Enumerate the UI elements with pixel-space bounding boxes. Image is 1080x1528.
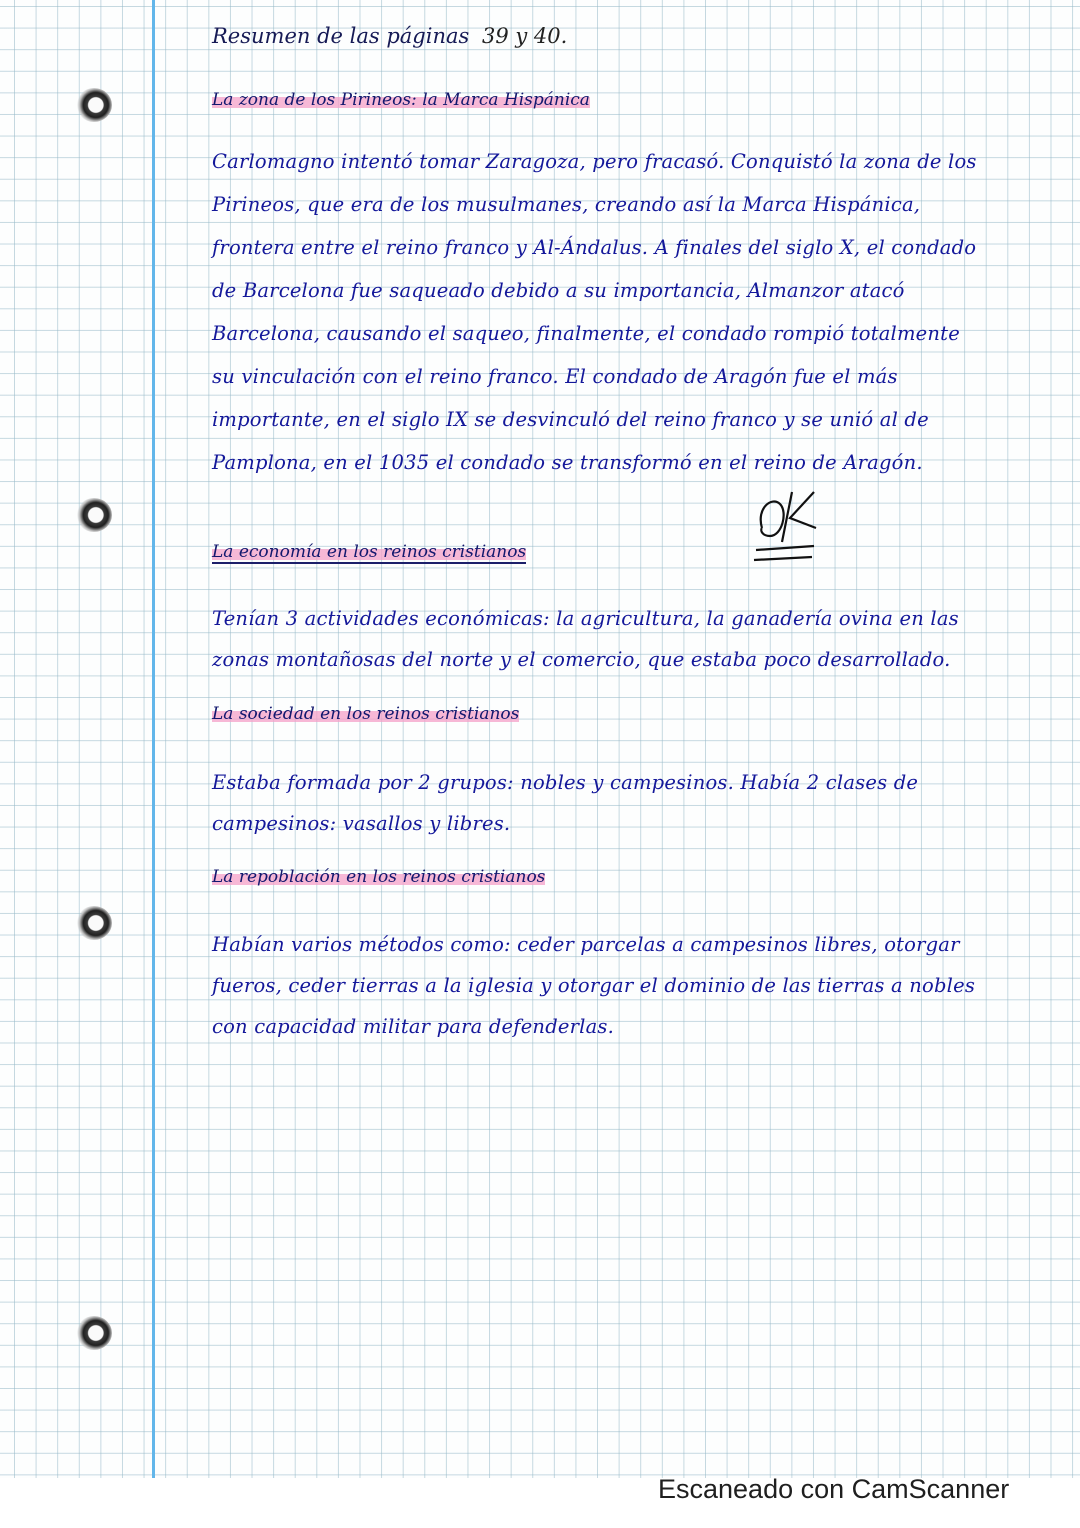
- margin-line: [152, 0, 155, 1478]
- section-heading-repoblacion: [212, 865, 549, 889]
- heading-highlight: La repoblación en los reinos cristianos: [212, 867, 546, 887]
- punch-hole-icon: [76, 906, 112, 940]
- title-text: Resumen de las páginas: [212, 24, 470, 48]
- section-body-sociedad: Estaba formada por 2 grupos: nobles y campesinos. Había 2 clases de campesinos: vasallos y libres.: [212, 771, 919, 835]
- punch-hole-icon: [76, 1316, 112, 1350]
- heading-highlight: La economía en los reinos cristianos: [212, 542, 527, 562]
- section-heading-pirineos: [212, 88, 594, 112]
- punch-hole-icon: [76, 498, 112, 532]
- scanner-watermark: Escaneado con CamScanner: [658, 1474, 1010, 1504]
- punch-hole-icon: [76, 88, 112, 122]
- section-body-pirineos: Carlomagno intentó tomar Zaragoza, pero fracasó. Conquistó la zona de los Pirineos, que era de los musulmanes, creando así la Marca Hispánica, frontera entre el reino franco y Al-Ándalus. A finales del siglo X, el condado de Barcelona fue saqueado debido a su importancia, Almanzor atacó Barcelona, causando el saqueo, finalmente, el condado rompió totalmente su vinculación con el reino franco. El condado de Aragón fue el más importante, en el siglo IX se desvinculó del reino franco y se unió al de Pamplona, en el 1035 el condado se transformó en el reino de Aragón.: [212, 150, 977, 474]
- ok-grade-mark: [752, 478, 832, 568]
- section-body-repoblacion: Habían varios métodos como: ceder parcelas a campesinos libres, otorgar fueros, ceder tierras a la iglesia y otorgar el dominio de las tierras a nobles con capacidad militar para defenderlas.: [212, 933, 976, 1038]
- title-pages: 39 y 40.: [481, 24, 568, 48]
- page-title: [212, 24, 567, 48]
- heading-highlight: La sociedad en los reinos cristianos: [212, 704, 520, 724]
- section-heading-sociedad: [212, 702, 523, 726]
- heading-highlight: La zona de los Pirineos: la Marca Hispánica: [212, 90, 590, 110]
- section-heading-economia: [212, 540, 530, 564]
- section-body-economia: Tenían 3 actividades económicas: la agricultura, la ganadería ovina en las zonas montañosas del norte y el comercio, que estaba poco desarrollado.: [212, 607, 959, 671]
